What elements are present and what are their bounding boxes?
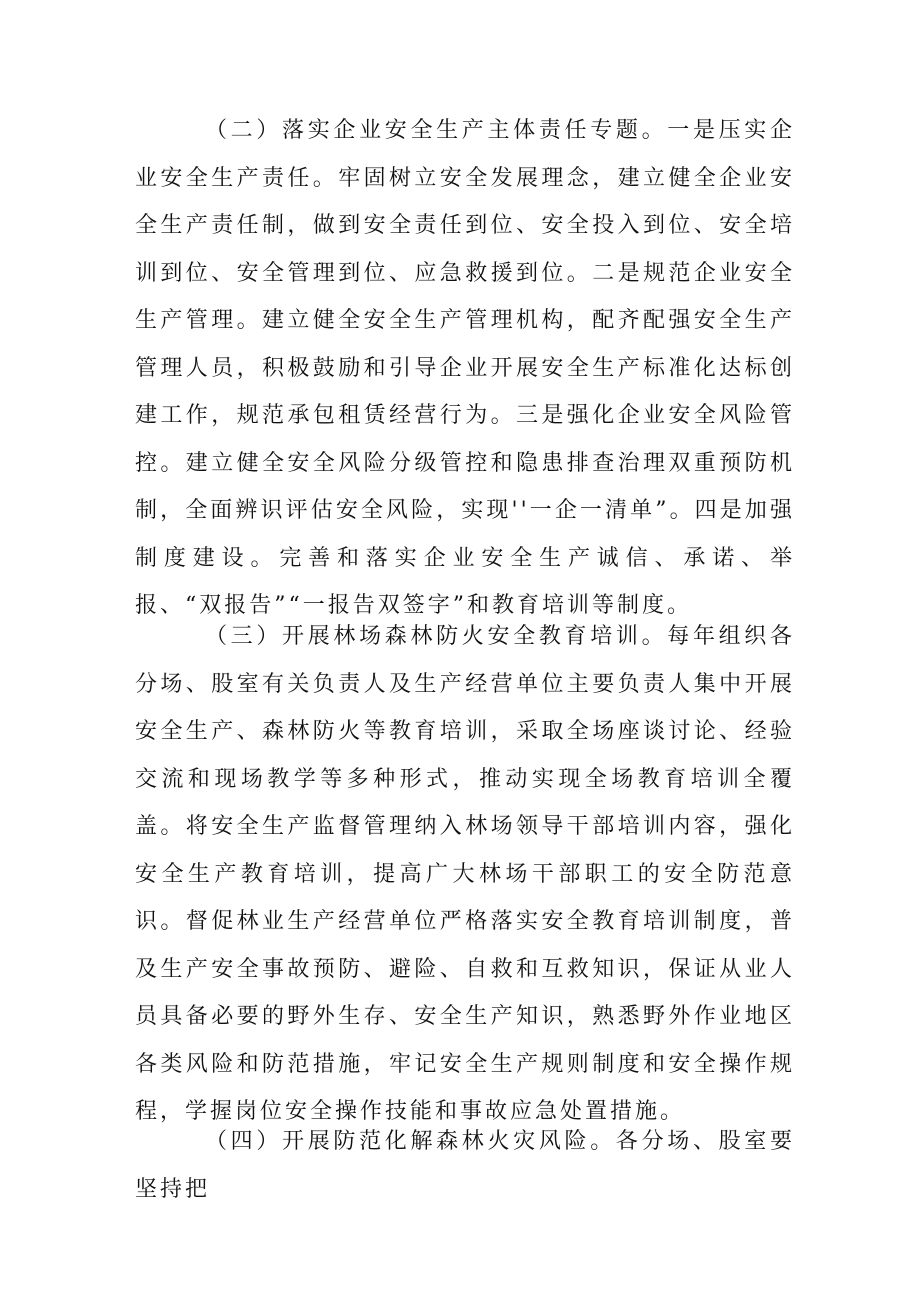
paragraph-section-4: （四）开展防范化解森林火灾风险。各分场、股室要坚持把 — [135, 1129, 795, 1202]
paragraph-section-3: （三）开展林场森林防火安全教育培训。每年组织各分场、股室有关负责人及生产经营单位主要负责人集中开展安全生产、森林防火等教育培训，采取全场座谈讨论、经验交流和现场教学等多种形式，推动实现全场教育培训全覆盖。将安全生产监督管理纳入林场领导干部培训内容，强化安全生产教育培训，提高广大林场干部职工的安全防范意识。督促林业生产经营单位严格落实安全教育培训制度，普及生产安全事故预防、避险、自救和互救知识，保证从业人员具备必要的野外生存、安全生产知识，熟悉野外作业地区各类风险和防范措施，牢记安全生产规则制度和安全操作规程，学握岗位安全操作技能和事故应急处置措施。 — [135, 624, 795, 1124]
paragraph-section-2: （二）落实企业安全生产主体责任专题。一是压实企业安全生产责任。牢固树立安全发展理念，建立健全企业安全生产责任制，做到安全责任到位、安全投入到位、安全培训到位、安全管理到位、应急救援到位。二是规范企业安全生产管理。建立健全安全生产管理机构，配齐配强安全生产管理人员，积极鼓励和引导企业开展安全生产标准化达标创建工作，规范承包租赁经营行为。三是强化企业安全风险管控。建立健全安全风险分级管控和隐患排查治理双重预防机制，全面辨识评估安全风险，实现''一企一清单”。四是加强制度建设。完善和落实企业安全生产诚信、承诺、举报、“双报告”“一报告双签字”和教育培训等制度。 — [135, 118, 795, 618]
